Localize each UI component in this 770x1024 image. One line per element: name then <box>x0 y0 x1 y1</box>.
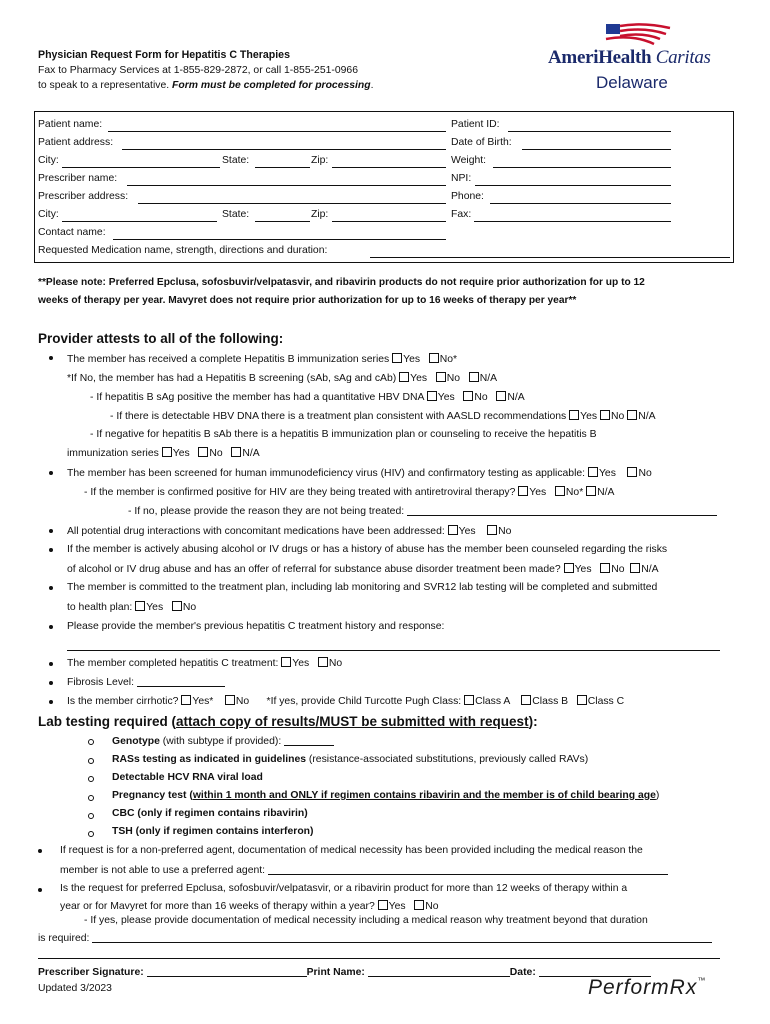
hbv-no-checkbox[interactable] <box>600 410 610 420</box>
sag-no-checkbox[interactable] <box>463 391 473 401</box>
pa-note-line1: **Please note: Preferred Epclusa, sofosbuvir/velpatasvir, and ribavirin products do not require prior authorization for up to 12 <box>38 277 645 288</box>
completed-no-checkbox[interactable] <box>318 657 328 667</box>
genotype-item: Genotype (with subtype if provided): <box>112 735 334 747</box>
sab-negative-line2: immunization series Yes No N/A <box>67 448 260 459</box>
hbv-yes-checkbox[interactable] <box>569 410 579 420</box>
patient-id-label: Patient ID: <box>451 119 500 130</box>
cirrhotic-item: Is the member cirrhotic? Yes* No *If yes, provide Child Turcotte Pugh Class: Class A Class B Class C <box>67 696 625 707</box>
npi-label: NPI: <box>451 173 472 184</box>
fax-instructions: Fax to Pharmacy Services at 1-855-829-2872, or call 1-855-251-0966 <box>38 65 358 76</box>
state-field[interactable] <box>255 167 310 168</box>
patient-name-field[interactable] <box>108 131 446 132</box>
hepb-yes-checkbox[interactable] <box>392 353 402 363</box>
prescriber-name-field[interactable] <box>127 185 446 186</box>
cbc-item: CBC (only if regimen contains ribavirin) <box>112 808 308 819</box>
interactions-no-checkbox[interactable] <box>487 525 497 535</box>
city2-field[interactable] <box>62 221 217 222</box>
state2-label: State: <box>222 209 250 220</box>
bullet <box>38 888 42 892</box>
pref-reason-field[interactable] <box>92 932 712 943</box>
dob-label: Date of Birth: <box>451 137 512 148</box>
pref-line3: - If yes, please provide documentation of medical necessity including a medical reason why treatment beyond that duration <box>84 915 648 926</box>
treatment-history-item: Please provide the member's previous hepatitis C treatment history and response: <box>67 621 445 632</box>
bullet <box>49 471 53 475</box>
provider-attests-heading: Provider attests to all of the following: <box>38 331 284 346</box>
bullet <box>49 662 53 666</box>
hepb-screening-item: *If No, the member has had a Hepatitis B screening (sAb, sAg and cAb) Yes No N/A <box>67 373 498 384</box>
fibrosis-field[interactable] <box>137 676 225 687</box>
screening-yes-checkbox[interactable] <box>399 372 409 382</box>
patient-address-field[interactable] <box>122 149 446 150</box>
pref-line4: is required: <box>38 932 712 944</box>
abuse-na-checkbox[interactable] <box>630 563 640 573</box>
dob-field[interactable] <box>522 149 671 150</box>
abuse-no-checkbox[interactable] <box>600 563 610 573</box>
sab-yes-checkbox[interactable] <box>162 447 172 457</box>
bullet <box>49 586 53 590</box>
bullet <box>49 356 53 360</box>
npi-field[interactable] <box>475 185 671 186</box>
circle-bullet <box>88 758 94 764</box>
art-na-checkbox[interactable] <box>586 486 596 496</box>
signature-field[interactable] <box>147 966 307 977</box>
nonpref-line1: If request is for a non-preferred agent, documentation of medical necessity has been provided including the medical reason the <box>60 845 643 856</box>
hiv-yes-checkbox[interactable] <box>588 467 598 477</box>
region-name: Delaware <box>596 73 668 92</box>
circle-bullet <box>88 776 94 782</box>
bullet <box>49 548 53 552</box>
circle-bullet <box>88 795 94 801</box>
abuse-line1: If the member is actively abusing alcohol or IV drugs or has a history of abuse has the member been counseled regarding the risks <box>67 544 668 555</box>
state-label: State: <box>222 155 250 166</box>
hiv-reason-item: - If no, please provide the reason they are not being treated: <box>128 505 717 517</box>
bullet <box>49 625 53 629</box>
pa-note-line2: weeks of therapy per year. Mavyret does not require prior authorization for up to 16 weeks of therapy per year** <box>38 295 577 306</box>
performrx-logo: PerformRx™ <box>588 976 707 999</box>
screening-no-checkbox[interactable] <box>436 372 446 382</box>
sag-yes-checkbox[interactable] <box>427 391 437 401</box>
sag-na-checkbox[interactable] <box>496 391 506 401</box>
cirrhotic-yes-checkbox[interactable] <box>181 695 191 705</box>
abuse-yes-checkbox[interactable] <box>564 563 574 573</box>
completed-treatment-item: The member completed hepatitis C treatment: Yes No <box>67 658 343 669</box>
abuse-line2: of alcohol or IV drug abuse and has an offer of referral for substance abuse disorder treatment been made? Yes No N/A <box>67 564 659 575</box>
bullet <box>38 849 42 853</box>
pref-no-checkbox[interactable] <box>414 900 424 910</box>
prescriber-address-field[interactable] <box>138 203 446 204</box>
pref-line1: Is the request for preferred Epclusa, sofosbuvir/velpatasvir, or a ribavirin product for more than 12 weeks of therapy within a <box>60 883 628 894</box>
weight-field[interactable] <box>493 167 671 168</box>
requested-medication-label: Requested Medication name, strength, directions and duration: <box>38 245 328 256</box>
patient-id-field[interactable] <box>508 131 671 132</box>
hepb-no-checkbox[interactable] <box>429 353 439 363</box>
bullet <box>49 681 53 685</box>
prescriber-name-label: Prescriber name: <box>38 173 118 184</box>
state2-field[interactable] <box>255 221 310 222</box>
treatment-history-field[interactable] <box>67 650 720 651</box>
city2-label: City: <box>38 209 59 220</box>
pref-yes-checkbox[interactable] <box>378 900 388 910</box>
committed-line1: The member is committed to the treatment plan, including lab monitoring and SVR12 lab testing will be completed and submitted <box>67 582 658 593</box>
ras-item: RASs testing as indicated in guidelines (resistance-associated substitutions, previously called RAVs) <box>112 754 589 765</box>
prescriber-address-label: Prescriber address: <box>38 191 129 202</box>
zip-field[interactable] <box>332 167 446 168</box>
contact-name-field[interactable] <box>113 239 446 240</box>
drug-interactions-item: All potential drug interactions with concomitant medications have been addressed: Yes No <box>67 526 512 537</box>
phone-field[interactable] <box>490 203 671 204</box>
hbv-na-checkbox[interactable] <box>627 410 637 420</box>
zip2-label: Zip: <box>311 209 329 220</box>
brand-name: AmeriHealth Caritas <box>548 47 711 68</box>
hbv-dna-item: - If there is detectable HBV DNA there is a treatment plan consistent with AASLD recommendations Yes No N/A <box>110 411 656 422</box>
pregnancy-item: Pregnancy test (within 1 month and ONLY if regimen contains ribavirin and the member is of child bearing age) <box>112 790 660 801</box>
hepb-immunization-item: The member has received a complete Hepatitis B immunization series Yes No* <box>67 354 458 365</box>
hcv-item: Detectable HCV RNA viral load <box>112 772 263 783</box>
print-name-field[interactable] <box>368 966 510 977</box>
hiv-reason-field[interactable] <box>407 505 717 516</box>
processing-note: to speak to a representative. Form must be completed for processing. <box>38 80 374 91</box>
class-c-checkbox[interactable] <box>577 695 587 705</box>
class-a-checkbox[interactable] <box>464 695 474 705</box>
genotype-field[interactable] <box>284 735 334 746</box>
patient-address-label: Patient address: <box>38 137 114 148</box>
art-no-checkbox[interactable] <box>555 486 565 496</box>
nonpref-line2: member is not able to use a preferred agent: <box>60 864 668 876</box>
bullet <box>49 700 53 704</box>
sab-no-checkbox[interactable] <box>198 447 208 457</box>
hiv-positive-item: - If the member is confirmed positive for HIV are they being treated with antiretroviral therapy? Yes No* N/A <box>84 487 615 498</box>
cirrhotic-no-checkbox[interactable] <box>225 695 235 705</box>
amerihealth-caritas-logo <box>548 22 730 98</box>
contact-name-label: Contact name: <box>38 227 106 238</box>
art-yes-checkbox[interactable] <box>518 486 528 496</box>
signature-row: Prescriber Signature: Print Name: Date: <box>38 966 651 978</box>
nonpref-field[interactable] <box>268 864 668 875</box>
updated-date: Updated 3/2023 <box>38 983 112 994</box>
weight-label: Weight: <box>451 155 487 166</box>
lab-testing-heading: Lab testing required (attach copy of results/MUST be submitted with request): <box>38 714 538 729</box>
zip-label: Zip: <box>311 155 329 166</box>
fax-field[interactable] <box>474 221 671 222</box>
bullet <box>49 529 53 533</box>
form-title: Physician Request Form for Hepatitis C Therapies <box>38 49 290 61</box>
fax-label: Fax: <box>451 209 472 220</box>
hiv-no-checkbox[interactable] <box>627 467 637 477</box>
sab-na-checkbox[interactable] <box>231 447 241 457</box>
fibrosis-item: Fibrosis Level: <box>67 676 225 688</box>
screening-na-checkbox[interactable] <box>469 372 479 382</box>
sab-negative-line1: - If negative for hepatitis B sAb there is a hepatitis B immunization plan or counseling to receive the hepatitis B <box>90 429 597 440</box>
requested-medication-field[interactable] <box>370 257 730 258</box>
committed-no-checkbox[interactable] <box>172 601 182 611</box>
sag-positive-item: - If hepatitis B sAg positive the member has had a quantitative HBV DNA Yes No N/A <box>90 392 525 403</box>
patient-prescriber-info-box <box>34 111 734 263</box>
zip2-field[interactable] <box>332 221 446 222</box>
hiv-screening-item: The member has been screened for human immunodeficiency virus (HIV) and confirmatory testing as applicable: Yes No <box>67 468 652 479</box>
completed-yes-checkbox[interactable] <box>281 657 291 667</box>
interactions-yes-checkbox[interactable] <box>448 525 458 535</box>
circle-bullet <box>88 813 94 819</box>
phone-label: Phone: <box>451 191 484 202</box>
patient-name-label: Patient name: <box>38 119 103 130</box>
circle-bullet <box>88 831 94 837</box>
pref-line2: year or for Mavyret for more than 16 weeks of therapy within a year? Yes No <box>60 901 439 912</box>
city-label: City: <box>38 155 59 166</box>
circle-bullet <box>88 739 94 745</box>
committed-yes-checkbox[interactable] <box>135 601 145 611</box>
tsh-item: TSH (only if regimen contains interferon) <box>112 826 314 837</box>
pref-reason-field-2[interactable] <box>38 958 720 959</box>
committed-line2: to health plan: Yes No <box>67 602 197 613</box>
city-field[interactable] <box>62 167 220 168</box>
class-b-checkbox[interactable] <box>521 695 531 705</box>
